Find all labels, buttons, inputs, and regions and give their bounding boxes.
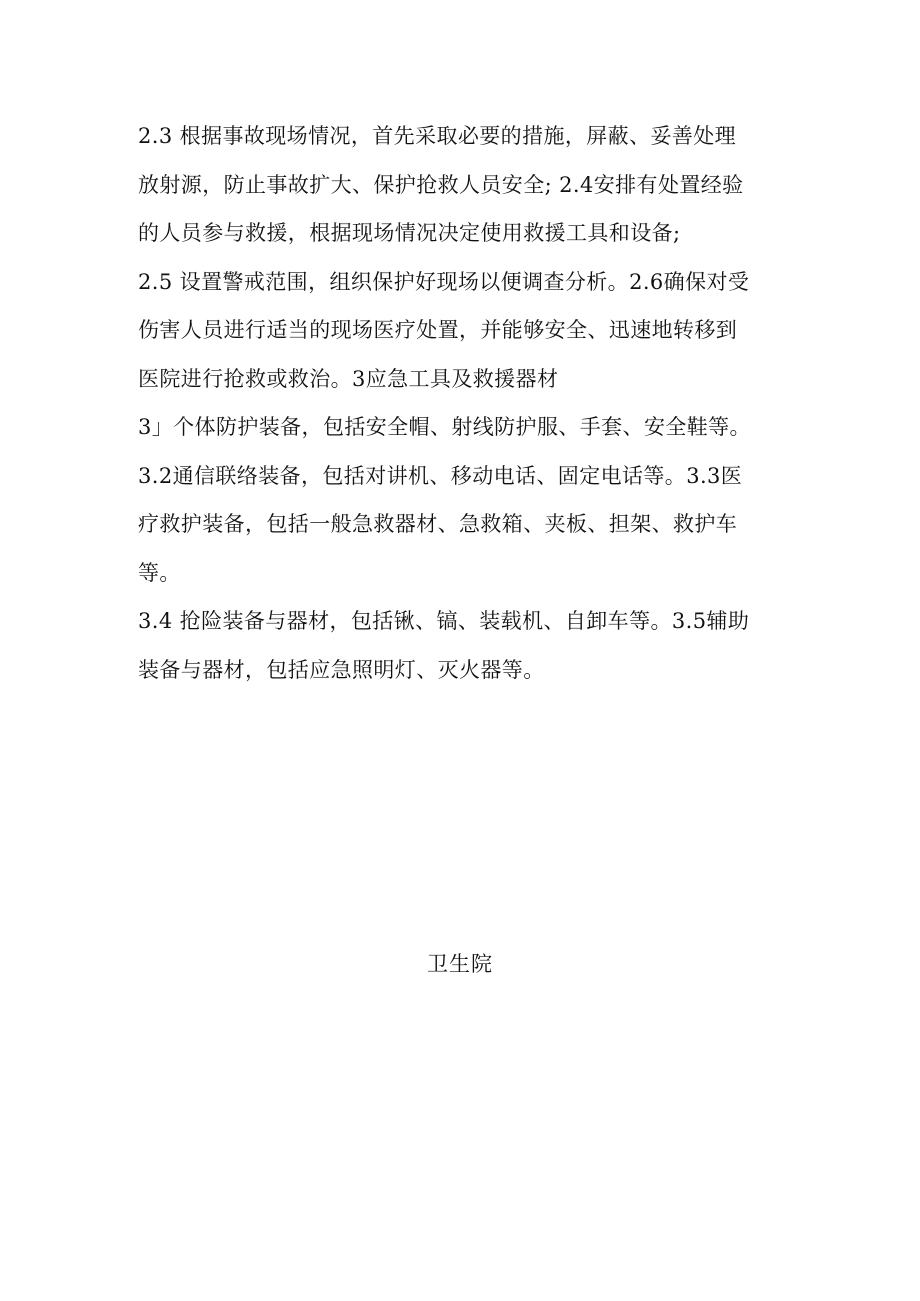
text-line: 的人员参与救援，根据现场情况决定使用救援工具和设备; [138, 221, 681, 245]
text-line: 3.2通信联络装备，包括对讲机、移动电话、固定电话等。3.3医 [138, 463, 743, 488]
text-line: 放射源，防止事故扩大、保护抢救人员安全; 2.4安排有处置经验 [138, 172, 744, 197]
text-line: 3.4 抢险装备与器材，包括锹、镐、装载机、自卸车等。3.5辅助 [138, 609, 750, 633]
text-line: 疗救护装备，包括一般急救器材、急救箱、夹板、担架、救护车 [138, 512, 738, 536]
text-line: 3」个体防护装备，包括安全帽、射线防护服、手套、安全鞋等。 [138, 415, 751, 439]
text-line: 装备与器材，包括应急照明灯、灭火器等。 [138, 657, 545, 682]
text-line: 2.3 根据事故现场情况，首先采取必要的措施，屏蔽、妥善处理 [138, 124, 737, 148]
text-line: 医院进行抢救或救治。3应急工具及救援器材 [138, 366, 559, 391]
organization-name: 卫生院 [427, 952, 493, 976]
text-line: 2.5 设置警戒范围，组织保护好现场以便调查分析。2.6确保对受 [138, 269, 750, 294]
body-text [138, 112, 802, 694]
text-line: 等。 [138, 560, 181, 585]
text-line: 伤害人员进行适当的现场医疗处置，并能够安全、迅速地转移到 [138, 318, 738, 342]
